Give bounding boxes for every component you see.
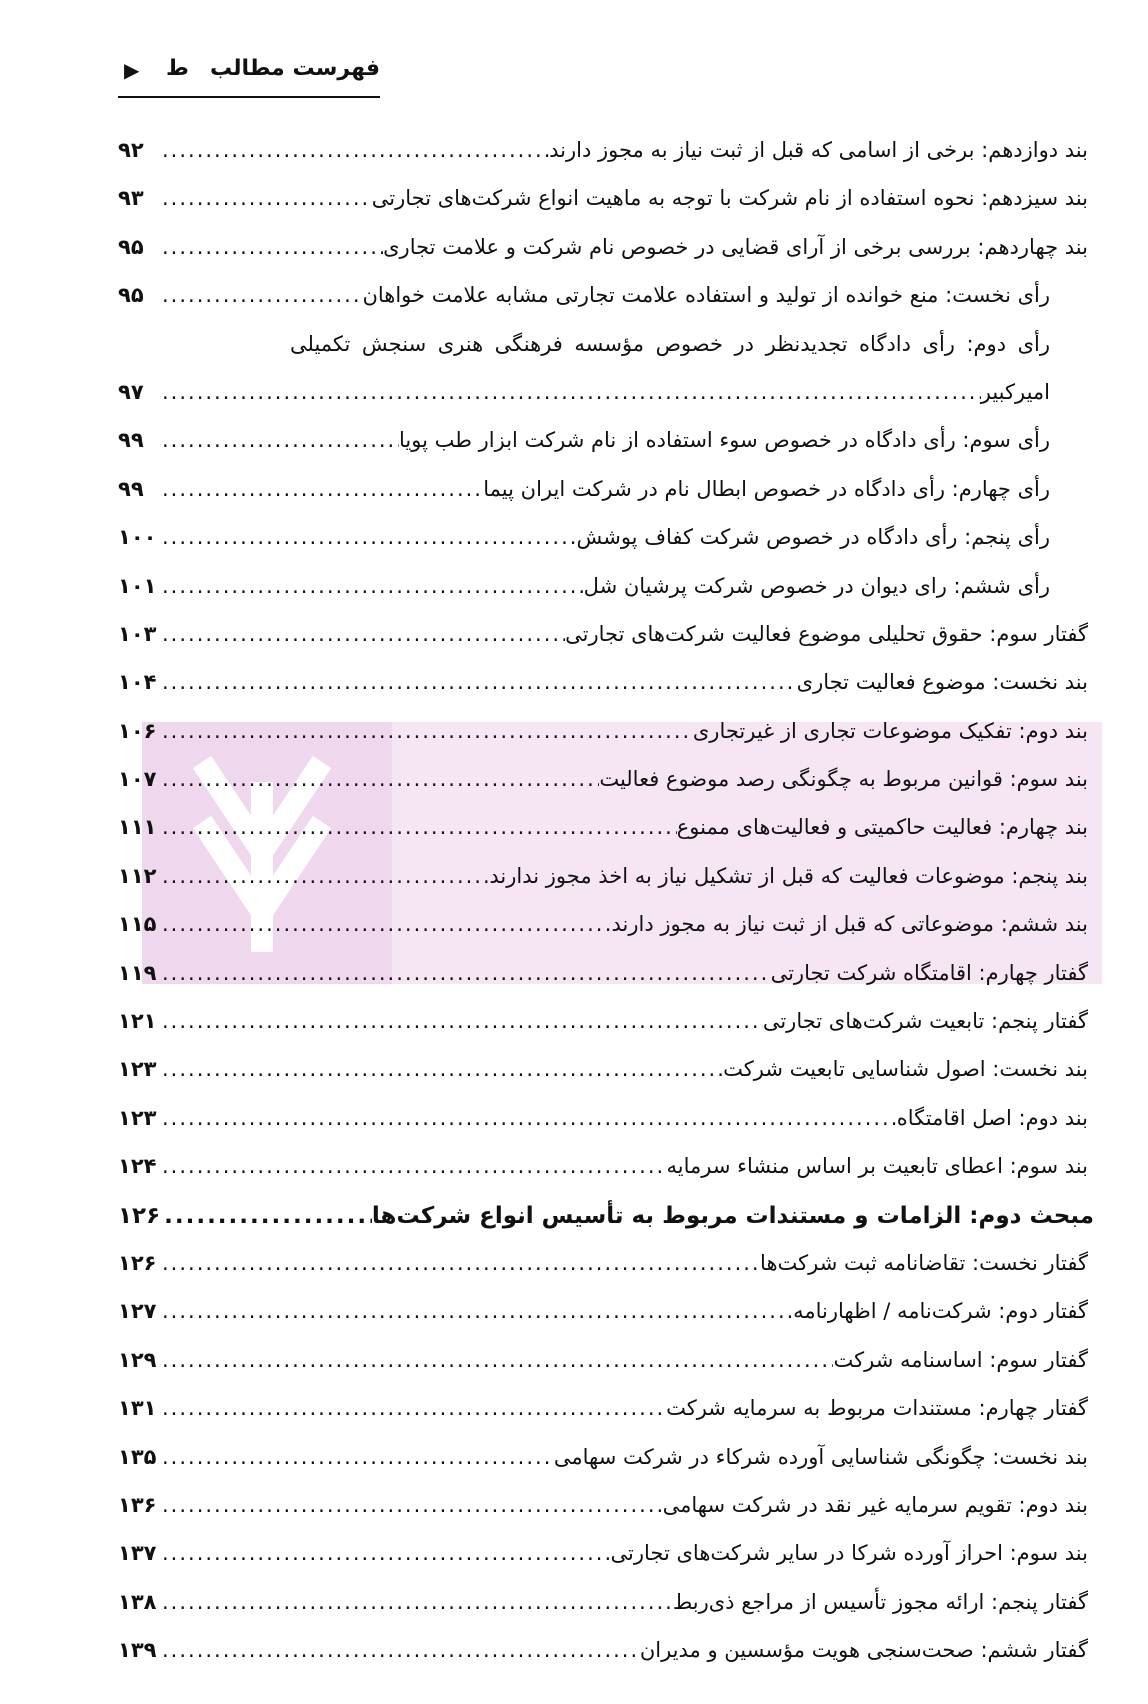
page-header — [118, 52, 380, 98]
toc-entry[interactable] — [118, 1340, 1088, 1388]
toc-entry-page: ۹۲ — [118, 138, 144, 162]
header-page-letter: ط — [166, 56, 189, 81]
toc-entry[interactable] — [118, 420, 1088, 468]
toc-entry[interactable] — [118, 566, 1088, 614]
toc-leader-dots — [158, 1638, 640, 1662]
toc-leader-dots — [158, 1541, 611, 1565]
toc-leader-dots — [158, 1299, 793, 1323]
toc-entry-title: گفتار چهارم: اقامتگاه شرکت تجارتی — [770, 960, 1088, 985]
toc-leader-dots — [158, 1348, 833, 1372]
toc-entry-title: بند چهاردهم: بررسی برخی از آرای قضایی در خصوص نام شرکت و علامت تجاری — [383, 234, 1088, 259]
toc-entry-title: بند چهارم: فعالیت حاکمیتی و فعالیت‌های ممنوع — [676, 815, 1088, 840]
toc-entry-title: بند دوازدهم: برخی از اسامی که قبل از ثبت نیاز به مجوز دارند — [549, 138, 1088, 162]
toc-leader-dots — [160, 1203, 372, 1229]
toc-leader-dots — [158, 815, 677, 839]
toc-entry[interactable] — [118, 372, 1088, 420]
toc-leader-dots — [158, 622, 565, 646]
toc-entry-page: ۹۹ — [118, 476, 144, 501]
toc-entry[interactable] — [118, 178, 1088, 226]
toc-entry[interactable] — [118, 953, 1088, 1001]
toc-entry-title: گفتار دوم: شرکت‌نامه / اظهارنامه — [793, 1299, 1088, 1324]
toc-entry-page: ۱۳۱ — [118, 1396, 157, 1421]
toc-leader-dots — [158, 380, 981, 404]
toc-entry-title: گفتار نخست: تقاضانامه ثبت شرکت‌ها — [760, 1250, 1088, 1275]
toc-leader-dots — [158, 283, 362, 307]
toc-entry-title: بند پنجم: موضوعات فعالیت که قبل از تشکیل نیاز به اخذ مجوز ندارند — [489, 863, 1088, 888]
toc-entry-title: رأی پنجم: رأی دادگاه در خصوص شرکت کفاف پوشش — [576, 525, 1050, 550]
toc-entry-page: ۱۳۵ — [118, 1444, 157, 1469]
toc-leader-dots — [158, 574, 584, 598]
toc-entry-title: گفتار پنجم: ارائه مجوز تأسیس از مراجع ذی‌ربط — [672, 1589, 1088, 1614]
toc-entry[interactable] — [118, 807, 1088, 855]
toc-leader-dots — [158, 138, 549, 162]
toc-leader-dots — [158, 1057, 723, 1081]
toc-entry[interactable] — [118, 1388, 1088, 1436]
toc-leader-dots — [158, 961, 771, 985]
header-title: فهرست مطالب — [209, 56, 380, 81]
toc-entry[interactable] — [118, 275, 1088, 323]
toc-entry-page: ۱۲۷ — [118, 1299, 157, 1324]
table-of-contents — [118, 130, 1094, 1679]
toc-leader-dots — [158, 1590, 673, 1614]
toc-entry[interactable] — [118, 1001, 1088, 1049]
toc-entry-page: ۱۲۶ — [118, 1250, 157, 1275]
toc-entry-title: بند دوم: تفکیک موضوعات تجاری از غیرتجاری — [692, 718, 1088, 743]
toc-entry-title: گفتار چهارم: مستندات مربوط به سرمایه شرکت — [666, 1396, 1088, 1421]
toc-entry[interactable] — [118, 130, 1088, 178]
toc-entry[interactable] — [118, 759, 1088, 807]
toc-entry-page: ۱۲۳ — [118, 1105, 157, 1130]
toc-entry[interactable] — [118, 1291, 1088, 1339]
toc-entry-title: بند نخست: موضوع فعالیت تجاری — [796, 670, 1088, 695]
toc-leader-dots — [158, 1493, 663, 1517]
toc-entry-title: بند دوم: اصل اقامتگاه — [896, 1105, 1088, 1130]
toc-leader-dots — [158, 719, 693, 743]
toc-leader-dots — [158, 235, 383, 259]
toc-entry-title: مبحث دوم: الزامات و مستندات مربوط به تأسیس انواع شرکت‌ها — [371, 1202, 1094, 1229]
toc-entry-page: ۱۱۱ — [118, 815, 157, 840]
toc-leader-dots — [158, 1445, 554, 1469]
toc-entry[interactable] — [118, 227, 1088, 275]
toc-entry-title: بند نخست: چگونگی شناسایی آورده شرکاء در شرکت سهامی — [553, 1444, 1088, 1469]
toc-entry-title: گفتار سوم: اساسنامه شرکت — [833, 1347, 1088, 1372]
toc-entry-page: ۱۱۲ — [118, 863, 157, 888]
toc-entry-page: ۱۲۳ — [118, 1057, 157, 1082]
toc-leader-dots — [158, 670, 797, 694]
toc-entry-title: بند سوم: اعطای تابعیت بر اساس منشاء سرمایه — [666, 1154, 1088, 1179]
toc-entry-title: رأی ششم: رای دیوان در خصوص شرکت پرشیان شل — [583, 573, 1050, 598]
toc-entry-page: ۱۳۶ — [118, 1492, 157, 1517]
toc-entry[interactable] — [118, 469, 1088, 517]
toc-entry-page: ۹۳ — [118, 186, 144, 211]
toc-leader-dots — [158, 1154, 667, 1178]
toc-entry-page: ۱۰۶ — [118, 718, 157, 743]
toc-entry-title: بند ششم: موضوعاتی که قبل از ثبت نیاز به مجوز دارند. — [604, 912, 1088, 937]
toc-entry-page: ۱۰۴ — [118, 670, 157, 695]
toc-entry[interactable] — [118, 662, 1088, 710]
toc-entry-page: ۱۲۶ — [118, 1202, 161, 1229]
toc-leader-dots — [158, 1251, 760, 1275]
toc-entry[interactable] — [118, 856, 1088, 904]
toc-leader-dots — [158, 1396, 666, 1420]
toc-entry-title: گفتار سوم: حقوق تحلیلی موضوع فعالیت شرکت‌های تجارتی — [565, 621, 1088, 646]
toc-entry[interactable] — [118, 1533, 1088, 1581]
toc-entry-page: ۱۱۹ — [118, 960, 157, 985]
toc-entry-page: ۱۲۹ — [118, 1347, 157, 1372]
toc-entry-title: بند دوم: تقویم سرمایه غیر نقد در شرکت سهامی — [662, 1492, 1088, 1517]
toc-entry-page: ۱۳۸ — [118, 1589, 157, 1614]
toc-leader-dots — [158, 477, 483, 501]
toc-leader-dots — [158, 525, 576, 549]
toc-entry-page: ۱۱۵ — [118, 912, 157, 937]
toc-entry[interactable] — [118, 1098, 1088, 1146]
toc-entry-title: بند سیزدهم: نحوه استفاده از نام شرکت با توجه به ماهیت انواع شرکت‌های تجارتی — [371, 186, 1088, 211]
toc-entry-title: رأی نخست: منع خوانده از تولید و استفاده علامت تجارتی مشابه علامت خواهان — [362, 283, 1050, 308]
toc-entry[interactable] — [118, 517, 1088, 565]
toc-entry-title: امیرکبیر — [980, 379, 1050, 404]
toc-entry-title: گفتار ششم: صحت‌سنجی هویت مؤسسین و مدیران — [639, 1638, 1088, 1663]
toc-entry-title: بند سوم: احراز آورده شرکا در سایر شرکت‌های تجارتی — [610, 1541, 1088, 1566]
toc-entry[interactable] — [118, 1630, 1088, 1678]
toc-leader-dots — [158, 186, 372, 210]
toc-entry[interactable] — [118, 1582, 1088, 1630]
toc-leader-dots — [158, 1009, 763, 1033]
toc-entry-page: ۱۳۹ — [118, 1638, 157, 1663]
toc-entry-page: ۹۷ — [118, 379, 144, 404]
toc-entry[interactable] — [118, 904, 1088, 952]
header-arrow-icon: ▶ — [124, 58, 140, 82]
toc-entry-page: ۱۰۳ — [118, 621, 157, 646]
toc-entry-page: ۹۹ — [118, 428, 144, 453]
toc-leader-dots — [158, 864, 489, 888]
toc-entry[interactable] — [118, 1243, 1088, 1291]
toc-entry-page: ۹۵ — [118, 234, 144, 259]
toc-entry-title: گفتار پنجم: تابعیت شرکت‌های تجارتی — [762, 1009, 1088, 1034]
toc-entry-title: بند سوم: قوانین مربوط به چگونگی رصد موضوع فعالیت — [599, 767, 1088, 792]
toc-entry-title: رأی سوم: رأی دادگاه در خصوص سوء استفاده از نام شرکت ابزار طب پویا — [399, 428, 1050, 453]
toc-entry-title: بند نخست: اصول شناسایی تابعیت شرکت — [723, 1057, 1088, 1082]
toc-entry-page: ۱۲۱ — [118, 1009, 157, 1034]
toc-entry-title: رأی دوم: رأی دادگاه تجدیدنظر در خصوص مؤسسه فرهنگی هنری سنجش تکمیلی — [290, 331, 1050, 356]
toc-leader-dots — [158, 912, 605, 936]
toc-entry-page: ۱۰۱ — [118, 573, 157, 598]
toc-entry[interactable] — [118, 1195, 1094, 1243]
toc-entry[interactable] — [118, 324, 1088, 372]
toc-entry-page: ۹۵ — [118, 283, 144, 308]
toc-leader-dots — [158, 428, 399, 452]
toc-entry-page: ۱۲۴ — [118, 1154, 157, 1179]
toc-entry-title: رأی چهارم: رأی دادگاه در خصوص ابطال نام در شرکت ایران پیما — [483, 476, 1050, 501]
toc-entry-page: ۱۰۷ — [118, 767, 157, 792]
toc-entry[interactable] — [118, 1485, 1088, 1533]
toc-leader-dots — [158, 1106, 897, 1130]
toc-entry-page: ۱۰۰ — [118, 525, 157, 550]
toc-entry[interactable] — [118, 1437, 1088, 1485]
toc-entry[interactable] — [118, 711, 1088, 759]
toc-entry[interactable] — [118, 1049, 1088, 1097]
toc-entry-page: ۱۳۷ — [118, 1541, 157, 1566]
toc-entry[interactable] — [118, 1146, 1088, 1194]
toc-leader-dots — [158, 767, 599, 791]
toc-entry[interactable] — [118, 614, 1088, 662]
